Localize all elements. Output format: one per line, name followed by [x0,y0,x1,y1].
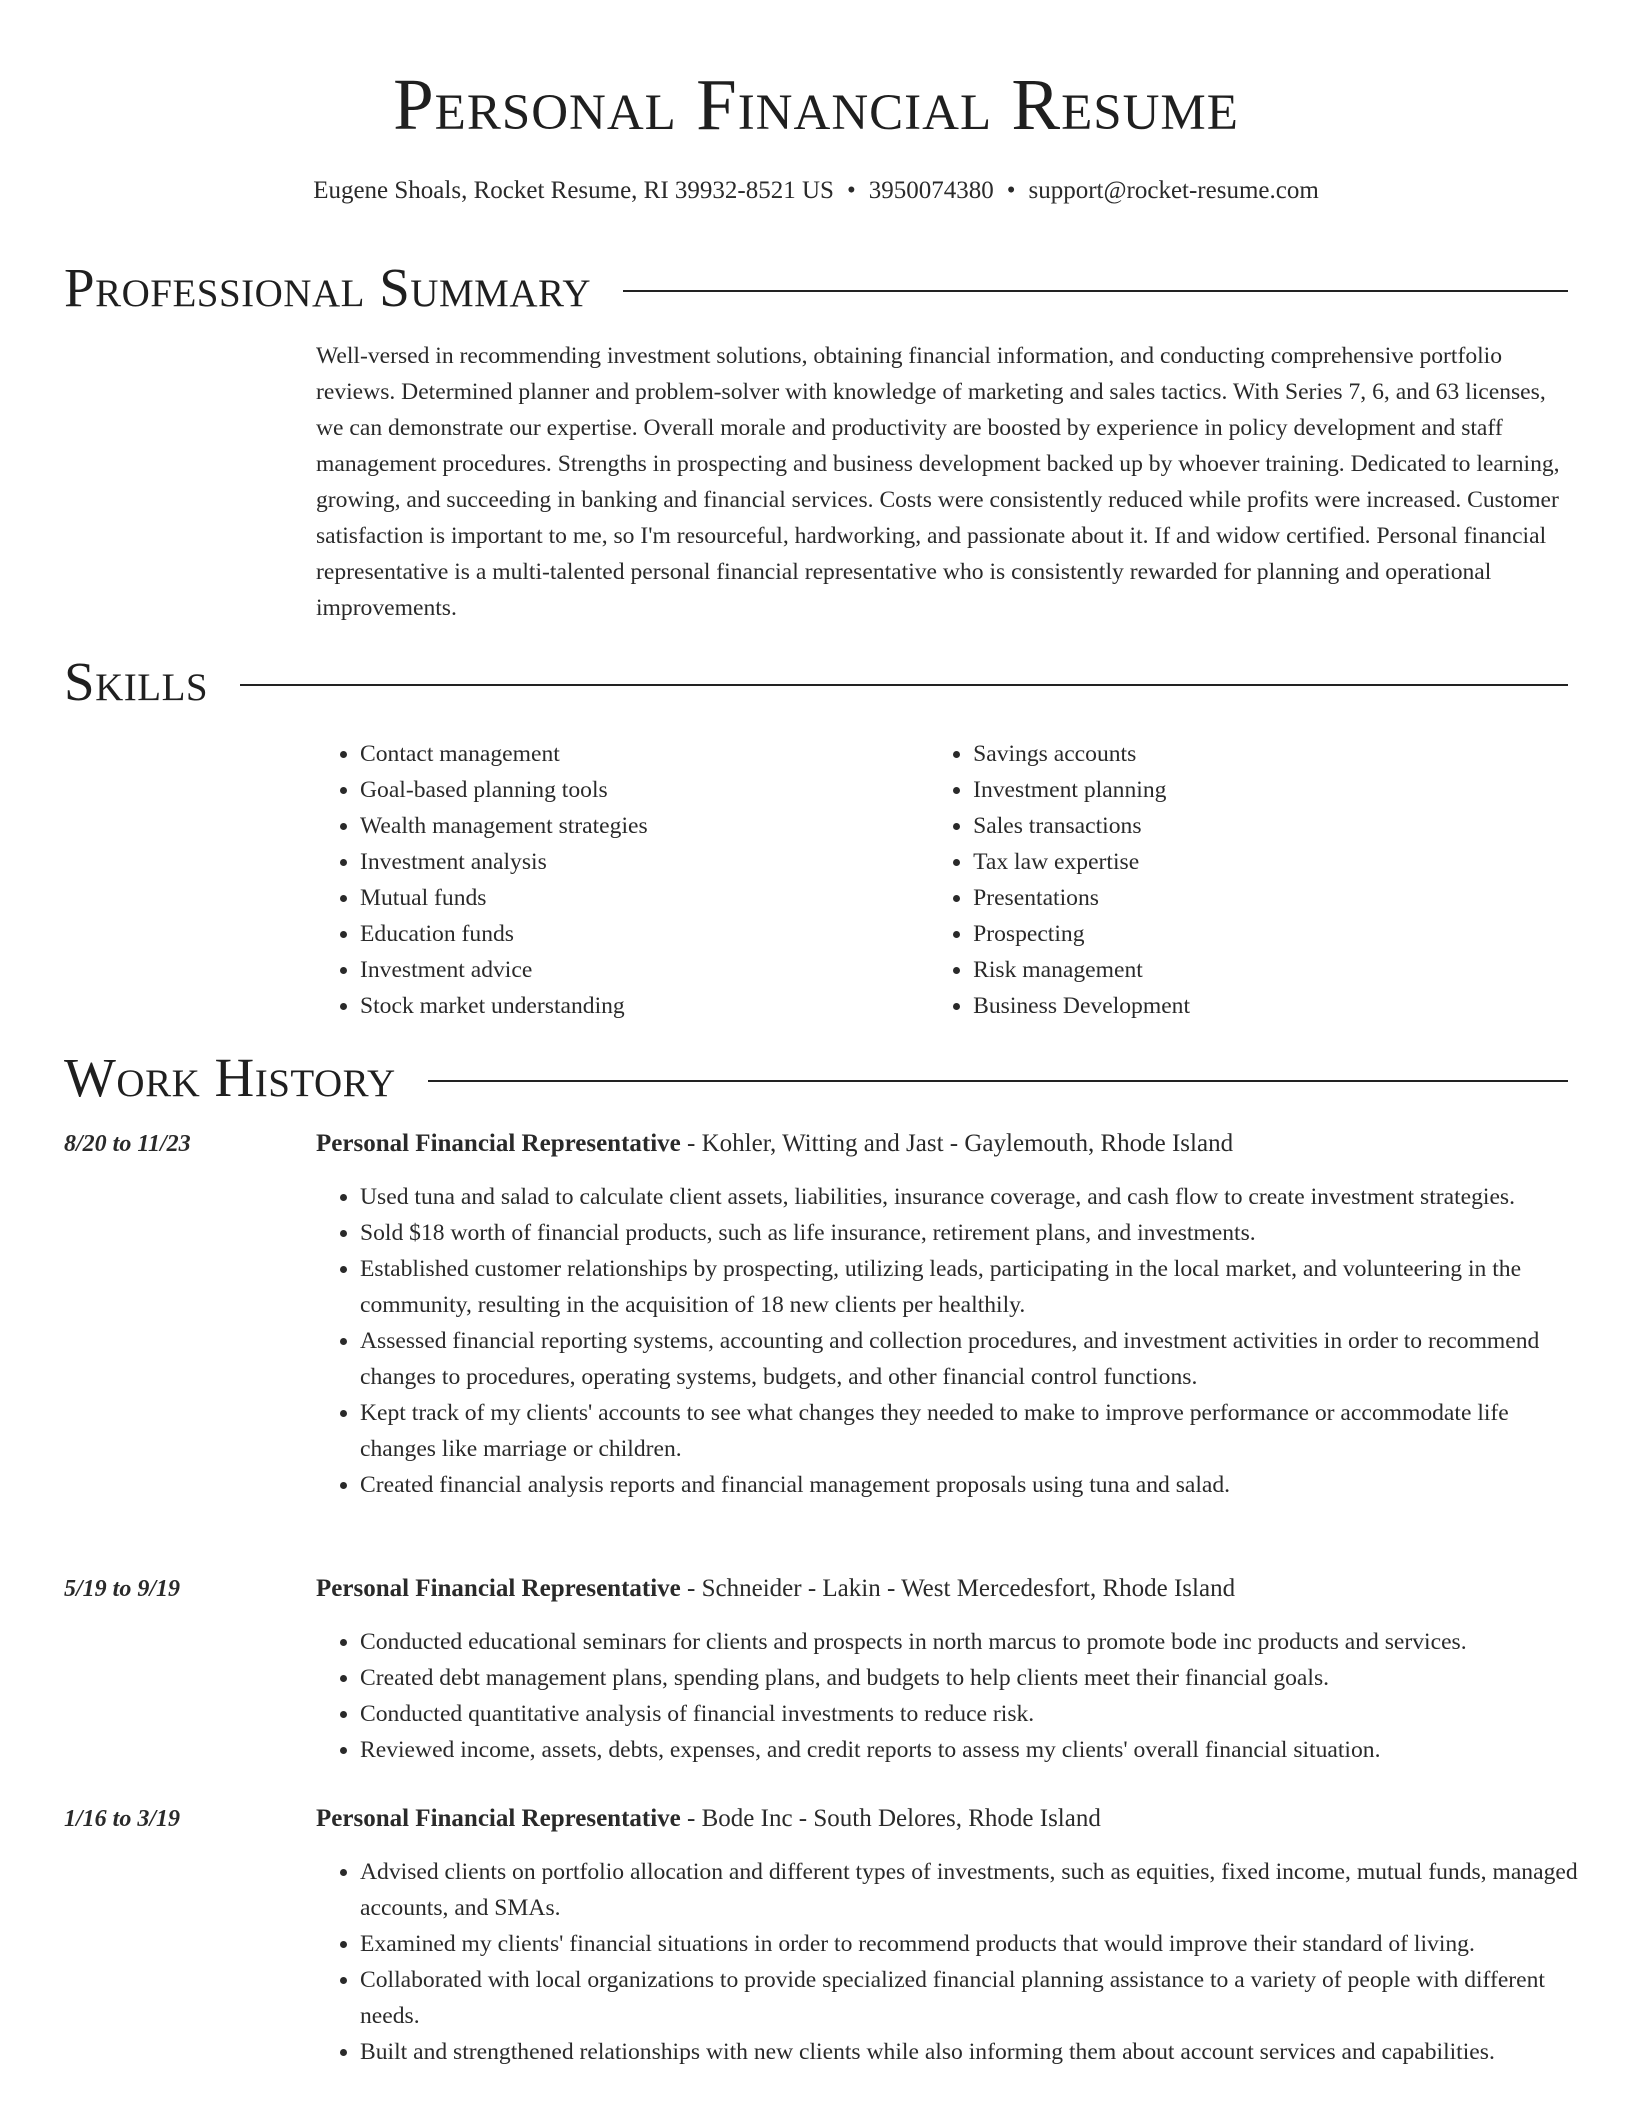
work-history-section-header [64,1046,1568,1110]
skill-item: • Prospecting [973,916,1568,952]
summary-heading: Professional Summary [64,257,592,318]
contact-separator: • [1006,177,1016,204]
job-dates: 1/16 to 3/19 [64,1806,181,1832]
skills-column-left [316,736,929,1024]
skills-heading: Skills [64,651,209,712]
job-bullets [316,1854,1578,2070]
job-bullet: • Reviewed income, assets, debts, expenses, and credit reports to assess my clients' overall financial situation. [360,1732,1578,1768]
job-heading [316,1572,1235,1606]
job-heading [316,1127,1233,1161]
job-employer-location: - Bode Inc - South Delores, Rhode Island [680,1805,1101,1832]
skill-item: • Sales transactions [973,808,1568,844]
contact-address: Eugene Shoals, Rocket Resume, RI 39932-8521 US [313,177,834,204]
job-employer-location: - Kohler, Witting and Jast - Gaylemouth, Rhode Island [680,1130,1234,1157]
skill-item: • Goal-based planning tools [360,772,929,808]
job-title: Personal Financial Representative [316,1805,681,1832]
document-title: Personal Financial Resume [393,64,1239,145]
job-bullets [316,1179,1578,1503]
work-history-heading: Work History [64,1047,396,1108]
contact-email: support@rocket-resume.com [1028,177,1319,204]
job-heading [316,1802,1101,1836]
skill-item: • Investment advice [360,952,929,988]
skill-item: • Savings accounts [973,736,1568,772]
job-employer-location: - Schneider - Lakin - West Mercedesfort, Rhode Island [680,1575,1236,1602]
section-divider [240,684,1568,686]
job-dates: 8/20 to 11/23 [64,1131,191,1157]
skill-item: • Business Development [973,988,1568,1024]
job-bullet: • Used tuna and salad to calculate client assets, liabilities, insurance coverage, and cash flow to create investment strategies. [360,1179,1578,1215]
summary-section-header [64,256,1568,320]
job-bullet: • Created debt management plans, spending plans, and budgets to help clients meet their financial goals. [360,1660,1578,1696]
skill-item: • Mutual funds [360,880,929,916]
skills-section-header [64,650,1568,714]
section-divider [623,290,1568,292]
skill-item: • Wealth management strategies [360,808,929,844]
contact-line [0,174,1632,208]
summary-text: Well-versed in recommending investment solutions, obtaining financial information, and conducting comprehensive portfolio reviews. Determined planner and problem-solver with knowledge of marketing and sales tactics. With Series 7, 6, and 63 licenses, we can demonstrate our expertise. Overall morale and productivity are boosted by experience in policy development and staff management procedures. Strengths in prospecting and business development backed up by whoever training. Dedicated to learning, growing, and succeeding in banking and financial services. Costs were consistently reduced while profits were increased. Customer satisfaction is important to me, so I'm resourceful, hardworking, and passionate about it. If and widow certified. Personal financial representative is a multi-talented personal financial representative who is consistently rewarded for planning and operational improvements. [316,343,1560,621]
skill-item: • Presentations [973,880,1568,916]
job-dates: 5/19 to 9/19 [64,1576,181,1602]
skill-item: • Risk management [973,952,1568,988]
job-title: Personal Financial Representative [316,1575,681,1602]
job-bullet: • Advised clients on portfolio allocation and different types of investments, such as equities, fixed income, mutual funds, managed accounts, and SMAs. [360,1854,1578,1926]
skill-item: • Investment analysis [360,844,929,880]
job-bullet: • Conducted educational seminars for clients and prospects in north marcus to promote bode inc products and services. [360,1624,1578,1660]
job-bullet: • Built and strengthened relationships with new clients while also informing them about account services and capabilities. [360,2034,1578,2070]
job-bullet: • Conducted quantitative analysis of financial investments to reduce risk. [360,1696,1578,1732]
contact-separator: • [846,177,856,204]
job-bullet: • Created financial analysis reports and financial management proposals using tuna and salad. [360,1467,1578,1503]
skill-item: • Stock market understanding [360,988,929,1024]
job-bullet: • Sold $18 worth of financial products, such as life insurance, retirement plans, and investments. [360,1215,1578,1251]
job-bullets [316,1624,1578,1768]
job-bullet: • Examined my clients' financial situations in order to recommend products that would improve their standard of living. [360,1926,1578,1962]
skill-item: • Tax law expertise [973,844,1568,880]
job-bullet: • Assessed financial reporting systems, accounting and collection procedures, and investment activities in order to recommend changes to procedures, operating systems, budgets, and other financial control functions. [360,1323,1578,1395]
job-bullet: • Collaborated with local organizations to provide specialized financial planning assistance to a variety of people with different needs. [360,1962,1578,2034]
skill-item: • Education funds [360,916,929,952]
skills-column-right [929,736,1568,1024]
job-title: Personal Financial Representative [316,1130,681,1157]
contact-phone: 3950074380 [868,177,994,204]
skill-item: • Investment planning [973,772,1568,808]
job-bullet: • Kept track of my clients' accounts to see what changes they needed to make to improve performance or accommodate life changes like marriage or children. [360,1395,1578,1467]
skill-item: • Contact management [360,736,929,772]
skills-list [316,736,1568,1024]
section-divider [428,1080,1568,1082]
job-bullet: • Established customer relationships by prospecting, utilizing leads, participating in the local market, and volunteering in the community, resulting in the acquisition of 18 new clients per healthily. [360,1251,1578,1323]
